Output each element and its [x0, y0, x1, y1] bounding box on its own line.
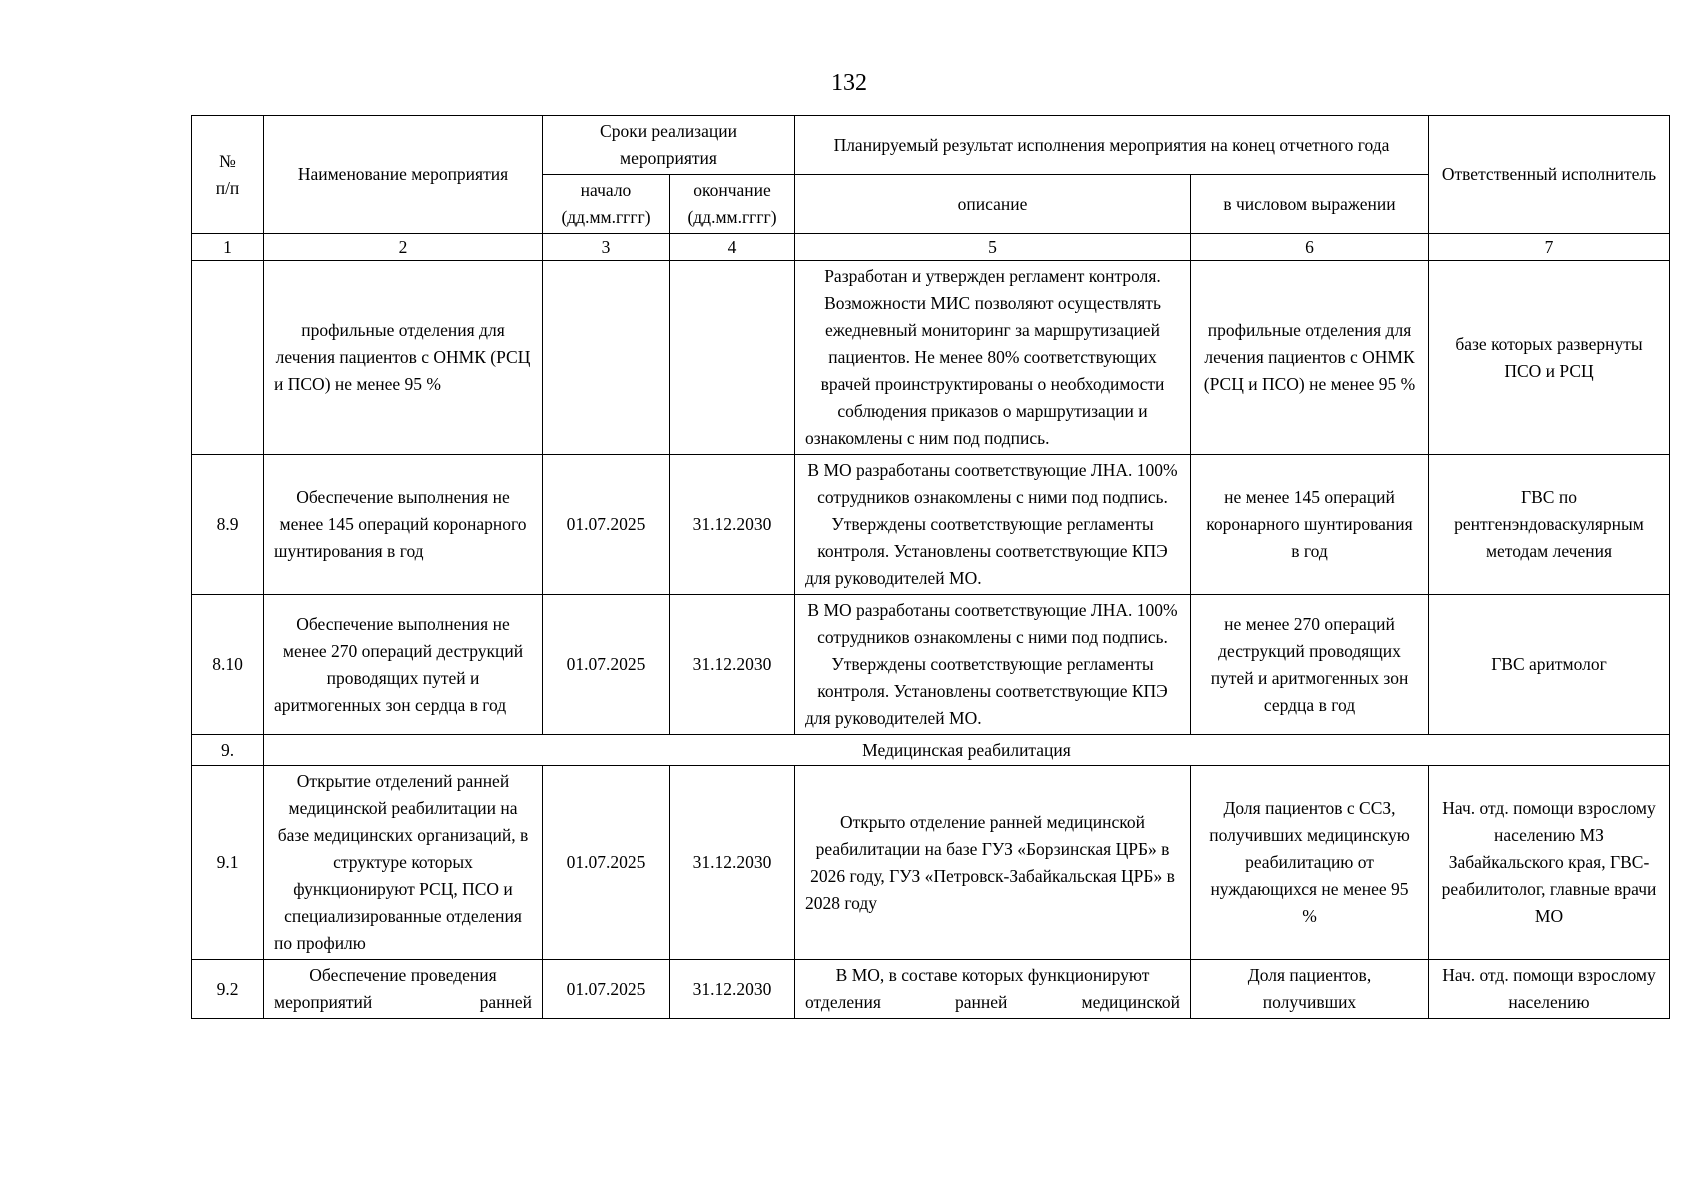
row-numeric: не менее 145 операций коронарного шунтирования в год: [1191, 455, 1429, 595]
activities-table: [191, 115, 1670, 1019]
row-num: 8.9: [192, 455, 264, 595]
table-row: [192, 455, 1670, 595]
row-start: 01.07.2025: [543, 960, 670, 1019]
row-responsible: Нач. отд. помощи взрослому населению МЗ Забайкальского края, ГВС-реабилитолог, главные врачи МО: [1429, 766, 1670, 960]
row-description: В МО разработаны соответствующие ЛНА. 100% сотрудников ознакомлены с ними под подпись. Утверждены соответствующие регламенты контроля. Установлены соответствующие КПЭ для руководителей МО.: [795, 455, 1191, 595]
row-numeric: Доля пациентов, получивших: [1191, 960, 1429, 1019]
row-name: Обеспечение выполнения не менее 145 операций коронарного шунтирования в год: [264, 455, 543, 595]
header-responsible: Ответственный исполнитель: [1429, 116, 1670, 234]
page-number: 132: [831, 70, 867, 96]
row-num: [192, 261, 264, 455]
row-start: [543, 261, 670, 455]
section-num: 9.: [192, 735, 264, 766]
row-end: 31.12.2030: [670, 595, 795, 735]
column-number: 1: [192, 234, 264, 261]
column-number: 3: [543, 234, 670, 261]
row-name: Открытие отделений ранней медицинской реабилитации на базе медицинских организаций, в структуре которых функционируют РСЦ, ПСО и специализированные отделения по профилю: [264, 766, 543, 960]
row-end: 31.12.2030: [670, 960, 795, 1019]
column-number: 2: [264, 234, 543, 261]
section-title: Медицинская реабилитация: [264, 735, 1670, 766]
header-result: Планируемый результат исполнения мероприятия на конец отчетного года: [795, 116, 1429, 175]
row-name: профильные отделения для лечения пациентов с ОНМК (РСЦ и ПСО) не менее 95 %: [264, 261, 543, 455]
row-start: 01.07.2025: [543, 766, 670, 960]
row-end: [670, 261, 795, 455]
header-num: № п/п: [192, 116, 264, 234]
row-responsible: ГВС аритмолог: [1429, 595, 1670, 735]
header-terms: Сроки реализации мероприятия: [543, 116, 795, 175]
row-num: 8.10: [192, 595, 264, 735]
row-start: 01.07.2025: [543, 455, 670, 595]
row-description: В МО разработаны соответствующие ЛНА. 100% сотрудников ознакомлены с ними под подпись. Утверждены соответствующие регламенты контроля. Установлены соответствующие КПЭ для руководителей МО.: [795, 595, 1191, 735]
row-name: Обеспечение проведения мероприятий ранней: [264, 960, 543, 1019]
row-end: 31.12.2030: [670, 455, 795, 595]
table-row: [192, 960, 1670, 1019]
row-responsible: ГВС по рентгенэндоваскулярным методам лечения: [1429, 455, 1670, 595]
column-numbers-row: [192, 234, 1670, 261]
table-row: [192, 595, 1670, 735]
header-numeric: в числовом выражении: [1191, 175, 1429, 234]
header-description: описание: [795, 175, 1191, 234]
header-end: окончание (дд.мм.гггг): [670, 175, 795, 234]
table-row: [192, 261, 1670, 455]
column-number: 7: [1429, 234, 1670, 261]
row-num: 9.2: [192, 960, 264, 1019]
column-number: 4: [670, 234, 795, 261]
row-num: 9.1: [192, 766, 264, 960]
row-responsible: Нач. отд. помощи взрослому населению: [1429, 960, 1670, 1019]
row-responsible: базе которых развернуты ПСО и РСЦ: [1429, 261, 1670, 455]
row-description: Открыто отделение ранней медицинской реабилитации на базе ГУЗ «Борзинская ЦРБ» в 2026 году, ГУЗ «Петровск-Забайкальская ЦРБ» в 2028 году: [795, 766, 1191, 960]
row-name: Обеспечение выполнения не менее 270 операций деструкций проводящих путей и аритмогенных зон сердца в год: [264, 595, 543, 735]
row-start: 01.07.2025: [543, 595, 670, 735]
row-numeric: не менее 270 операций деструкций проводящих путей и аритмогенных зон сердца в год: [1191, 595, 1429, 735]
header-name: Наименование мероприятия: [264, 116, 543, 234]
header-start: начало (дд.мм.гггг): [543, 175, 670, 234]
row-numeric: профильные отделения для лечения пациентов с ОНМК (РСЦ и ПСО) не менее 95 %: [1191, 261, 1429, 455]
row-description: В МО, в составе которых функционируют отделения ранней медицинской: [795, 960, 1191, 1019]
row-numeric: Доля пациентов с ССЗ, получивших медицинскую реабилитацию от нуждающихся не менее 95 %: [1191, 766, 1429, 960]
table-row: [192, 766, 1670, 960]
header-row-1: [192, 116, 1670, 175]
column-number: 5: [795, 234, 1191, 261]
row-description: Разработан и утвержден регламент контроля. Возможности МИС позволяют осуществлять ежедневный мониторинг за маршрутизацией пациентов. Не менее 80% соответствующих врачей проинструктированы о необходимости соблюдения приказов о маршрутизации и ознакомлены с ним под подпись.: [795, 261, 1191, 455]
column-number: 6: [1191, 234, 1429, 261]
section-row: [192, 735, 1670, 766]
row-end: 31.12.2030: [670, 766, 795, 960]
